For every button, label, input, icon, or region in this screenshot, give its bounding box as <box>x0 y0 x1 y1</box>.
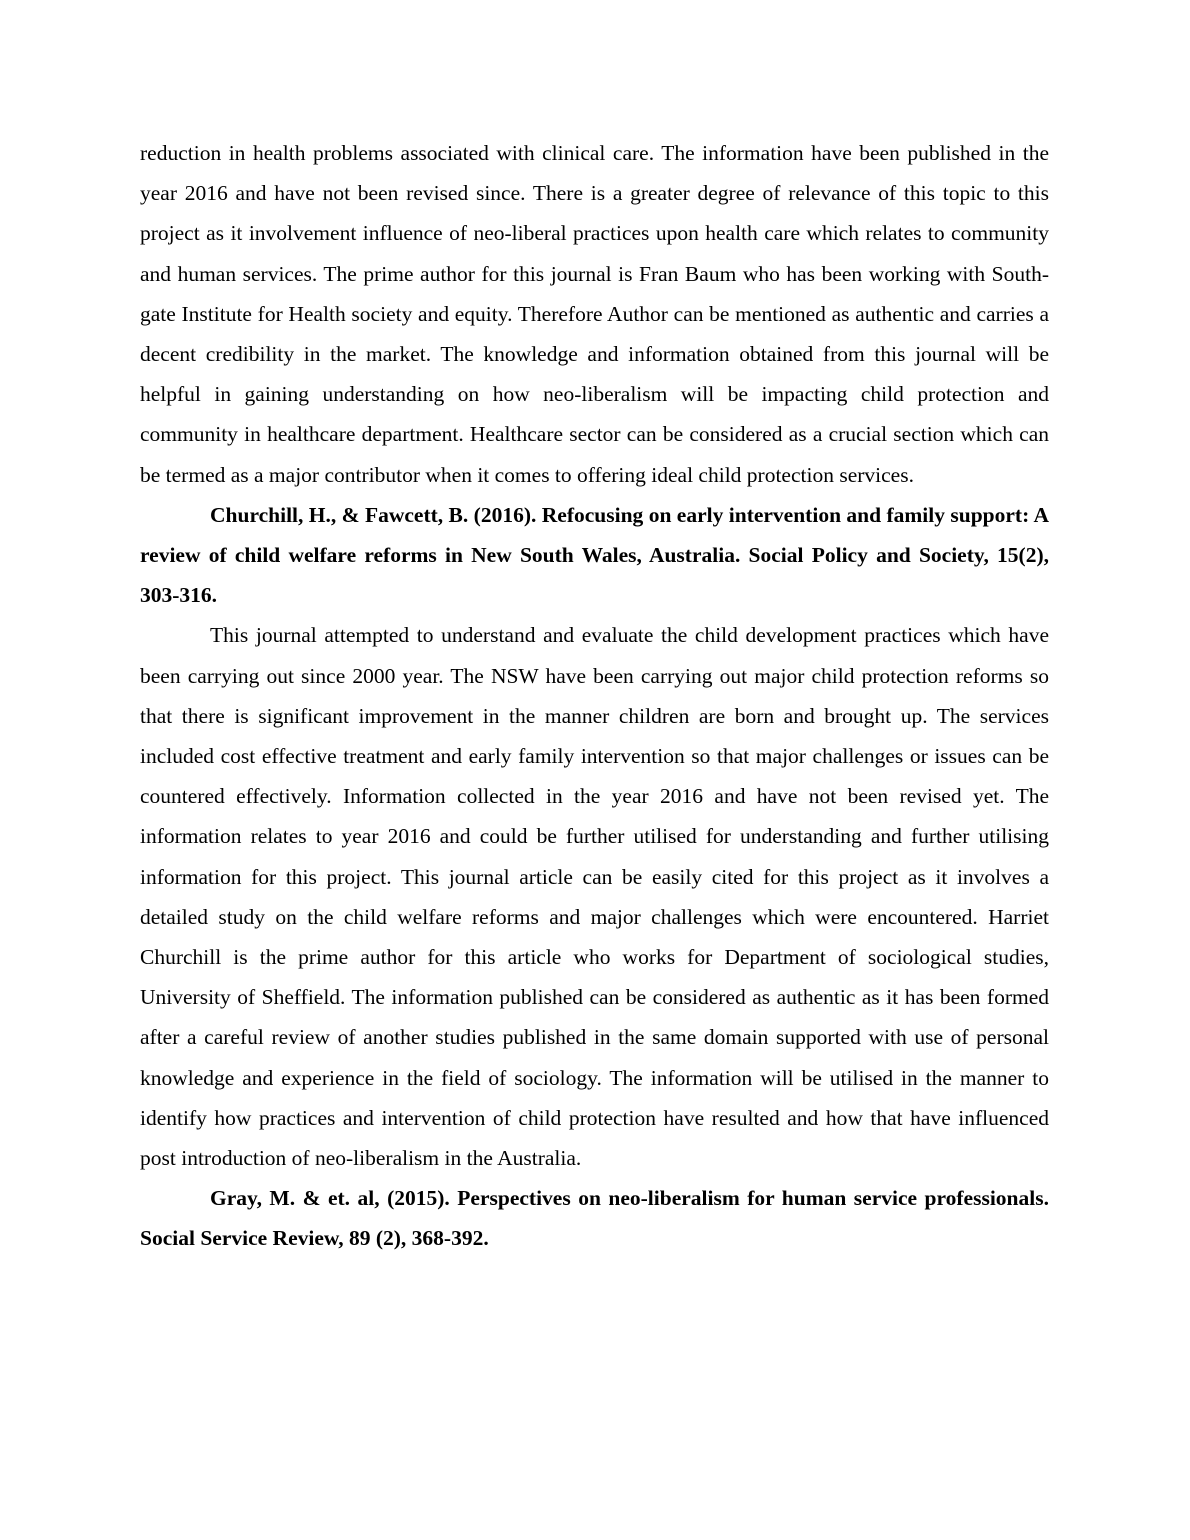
reference-citation: Gray, M. & et. al, (2015). Perspectives on neo-liberalism for human service professionals. Social Service Review, 89 (2), 368-392. <box>140 1186 1049 1251</box>
body-paragraph: This journal attempted to understand and evaluate the child development practices which have been carrying out since 2000 year. The NSW have been carrying out major child protection reforms so that there is significant improvement in the manner children are born and brought up. The services included cost effective treatment and early family intervention so that major challenges or issues can be countered effectively. Information collected in the year 2016 and have not been revised yet. The information relates to year 2016 and could be further utilised for understanding and further utilising information for this project. This journal article can be easily cited for this project as it involves a detailed study on the child welfare reforms and major challenges which were encountered. Harriet Churchill is the prime author for this article who works for Department of sociological studies, University of Sheffield. The information published can be considered as authentic as it has been formed after a careful review of another studies published in the same domain supported with use of personal knowledge and experience in the field of sociology. The information will be utilised in the manner to identify how practices and intervention of child protection have resulted and how that have influenced post introduction of neo-liberalism in the Australia. <box>140 623 1049 1171</box>
reference-citation: Churchill, H., & Fawcett, B. (2016). Refocusing on early intervention and family support: A review of child welfare reforms in New South Wales, Australia. Social Policy and Society, 15(2), 303-316. <box>140 502 1049 608</box>
body-paragraph: reduction in health problems associated with clinical care. The information have been published in the year 2016 and have not been revised since. There is a greater degree of relevance of this topic to this project as it involvement influence of neo-liberal practices upon health care which relates to community and human services. The prime author for this journal is Fran Baum who has been working with South-gate Institute for Health society and equity. Therefore Author can be mentioned as authentic and carries a decent credibility in the market. The knowledge and information obtained from this journal will be helpful in gaining understanding on how neo-liberalism will be impacting child protection and community in healthcare department. Healthcare sector can be considered as a crucial section which can be termed as a major contributor when it comes to offering ideal child protection services. <box>140 141 1049 487</box>
document-page <box>140 133 1049 1259</box>
